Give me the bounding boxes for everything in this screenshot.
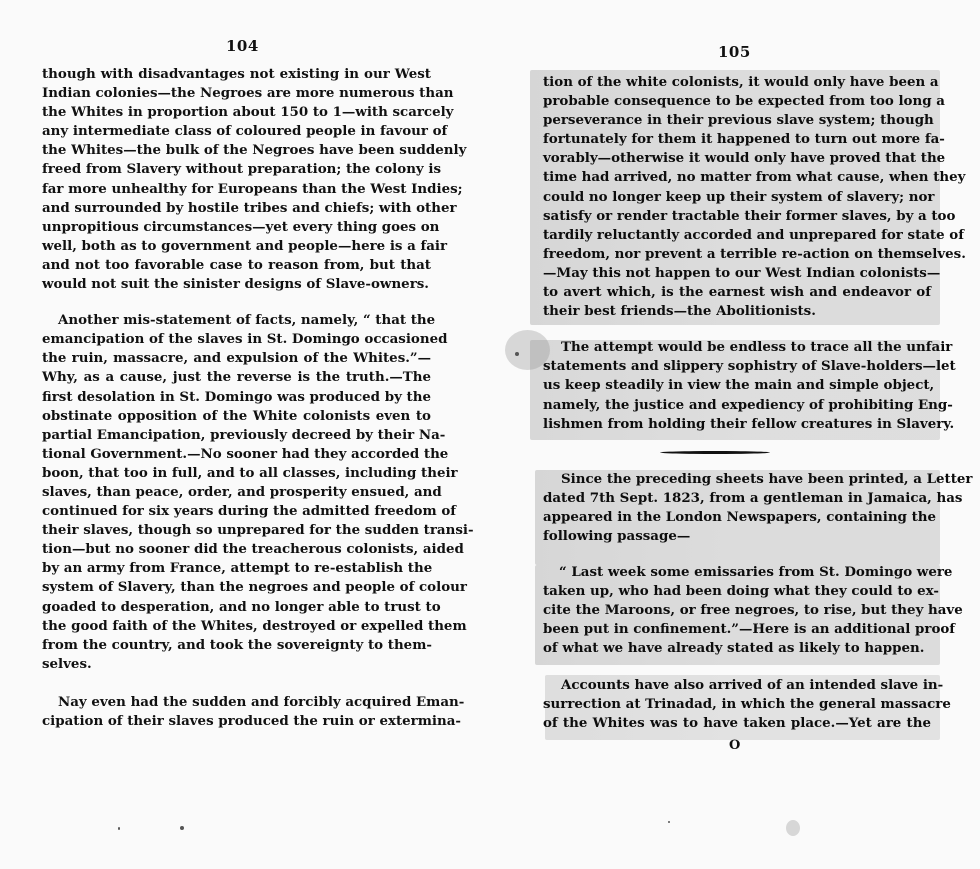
text-line: boon, that too in full, and to all classes, including their bbox=[42, 464, 458, 481]
text-line: namely, the justice and expediency of prohibiting Eng- bbox=[543, 396, 953, 413]
text-line: time had arrived, no matter from what cause, when they bbox=[543, 169, 966, 186]
text-line: freed from Slavery without preparation; the colony is bbox=[42, 161, 441, 178]
text-line: first desolation in St. Domingo was produced by the bbox=[42, 388, 431, 405]
text-line: dated 7th Sept. 1823, from a gentleman in Jamaica, has bbox=[543, 489, 963, 506]
signature-mark: O bbox=[729, 738, 741, 753]
text-line: us keep steadily in view the main and simple object, bbox=[543, 377, 935, 394]
scan-smudge bbox=[786, 820, 800, 836]
right-page bbox=[490, 0, 980, 869]
text-line: selves. bbox=[42, 655, 92, 672]
text-line: by an army from France, attempt to re-establish the bbox=[42, 560, 433, 577]
text-line: tional Government.—No sooner had they accorded the bbox=[42, 445, 449, 462]
text-line: surrection at Trinadad, in which the general massacre bbox=[543, 695, 951, 712]
text-line: —May this not happen to our West Indian colonists— bbox=[543, 264, 941, 281]
paragraph bbox=[543, 338, 956, 433]
text-line: Another mis-statement of facts, namely, “ that the bbox=[58, 312, 436, 329]
text-line: of what we have already stated as likely to happen. bbox=[543, 640, 925, 657]
text-line: appeared in the London Newspapers, containing the bbox=[543, 508, 937, 525]
text-line: lishmen from holding their fellow creatures in Slavery. bbox=[543, 415, 955, 432]
paragraph bbox=[543, 73, 966, 321]
text-line: and surrounded by hostile tribes and chiefs; with other bbox=[42, 199, 457, 216]
text-line: to avert which, is the earnest wish and endeavor of bbox=[543, 284, 931, 301]
text-line: continued for six years during the admitted freedom of bbox=[42, 503, 457, 520]
text-line: emancipation of the slaves in St. Domingo occasioned bbox=[42, 331, 448, 348]
text-line: the ruin, massacre, and expulsion of the Whites.”— bbox=[42, 350, 431, 367]
text-line: statements and slippery sophistry of Slave-holders—let bbox=[543, 358, 956, 375]
text-line: Since the preceding sheets have been printed, a Letter bbox=[561, 470, 973, 487]
page-number-right: 105 bbox=[718, 43, 751, 61]
paragraph bbox=[42, 311, 474, 674]
section-divider-rule bbox=[660, 451, 770, 454]
text-line: and not too favorable case to reason from, but that bbox=[42, 256, 431, 273]
text-line: tion—but no sooner did the treacherous colonists, aided bbox=[42, 541, 464, 558]
text-line: satisfy or render tractable their former slaves, by a too bbox=[543, 207, 956, 224]
text-line: obstinate opposition of the White colonists even to bbox=[42, 407, 431, 424]
text-line: fortunately for them it happened to turn out more fa- bbox=[543, 131, 945, 148]
text-line: cipation of their slaves produced the ruin or extermina- bbox=[42, 713, 461, 729]
page-number-left: 104 bbox=[226, 37, 259, 55]
text-line: partial Emancipation, previously decreed by their Na- bbox=[42, 426, 446, 443]
text-line: their slaves, though so unprepared for the sudden transi- bbox=[42, 522, 474, 539]
scan-smudge bbox=[505, 330, 550, 370]
text-line: far more unhealthy for Europeans than the West Indies; bbox=[42, 180, 463, 197]
text-line: system of Slavery, than the negroes and people of colour bbox=[42, 579, 467, 596]
text-line: “ Last week some emissaries from St. Domingo were bbox=[559, 564, 953, 581]
paragraph bbox=[543, 676, 951, 733]
text-line: unpropitious circumstances—yet every thing goes on bbox=[42, 218, 440, 235]
text-line: perseverance in their previous slave system; though bbox=[543, 112, 934, 129]
text-line: the Whites in proportion about 150 to 1—with scarcely bbox=[42, 104, 454, 121]
paragraph bbox=[543, 470, 973, 546]
text-line: vorably—otherwise it would only have proved that the bbox=[543, 150, 946, 167]
text-line: slaves, than peace, order, and prosperity ensued, and bbox=[42, 483, 442, 500]
text-line: any intermediate class of coloured people in favour of bbox=[42, 123, 448, 140]
left-page-text bbox=[42, 65, 474, 731]
scan-speck bbox=[515, 352, 519, 356]
scan-speck bbox=[668, 821, 670, 823]
block-quote bbox=[543, 563, 963, 658]
text-line: though with disadvantages not existing in our West bbox=[42, 66, 431, 82]
text-line: their best friends—the Abolitionists. bbox=[543, 303, 816, 320]
text-line: well, both as to government and people—here is a fair bbox=[42, 237, 448, 254]
text-line: cite the Maroons, or free negroes, to rise, but they have bbox=[543, 602, 963, 619]
text-line: Why, as a cause, just the reverse is the truth.—The bbox=[42, 369, 431, 386]
text-line: the Whites—the bulk of the Negroes have been suddenly bbox=[42, 142, 467, 159]
text-line: from the country, and took the sovereignty to them- bbox=[42, 636, 432, 653]
paragraph bbox=[42, 693, 465, 731]
text-line: of the Whites was to have taken place.—Yet are the bbox=[543, 714, 931, 731]
scan-speck bbox=[118, 827, 120, 830]
text-line: Nay even had the sudden and forcibly acquired Eman- bbox=[58, 693, 465, 710]
text-line: tardily reluctantly accorded and unprepared for state of bbox=[543, 226, 964, 243]
text-line: taken up, who had been doing what they could to ex- bbox=[543, 583, 939, 600]
text-line: would not suit the sinister designs of Slave-owners. bbox=[42, 276, 429, 293]
text-line: probable consequence to be expected from too long a bbox=[543, 93, 945, 110]
scan-speck bbox=[180, 826, 184, 830]
text-line: freedom, nor prevent a terrible re-action on themselves. bbox=[543, 245, 966, 262]
text-line: The attempt would be endless to trace all the unfair bbox=[561, 339, 953, 356]
text-line: goaded to desperation, and no longer able to trust to bbox=[42, 598, 441, 615]
right-page-text bbox=[543, 73, 973, 733]
text-line: Accounts have also arrived of an intended slave in- bbox=[561, 676, 944, 693]
text-line: could no longer keep up their system of slavery; nor bbox=[543, 188, 935, 205]
text-line: been put in confinement.”—Here is an additional proof bbox=[543, 621, 956, 638]
text-line: the good faith of the Whites, destroyed or expelled them bbox=[42, 617, 467, 634]
text-line: Indian colonies—the Negroes are more numerous than bbox=[42, 85, 454, 102]
text-line: following passage— bbox=[543, 527, 691, 544]
paragraph bbox=[42, 65, 467, 294]
text-line: tion of the white colonists, it would only have been a bbox=[543, 74, 939, 90]
